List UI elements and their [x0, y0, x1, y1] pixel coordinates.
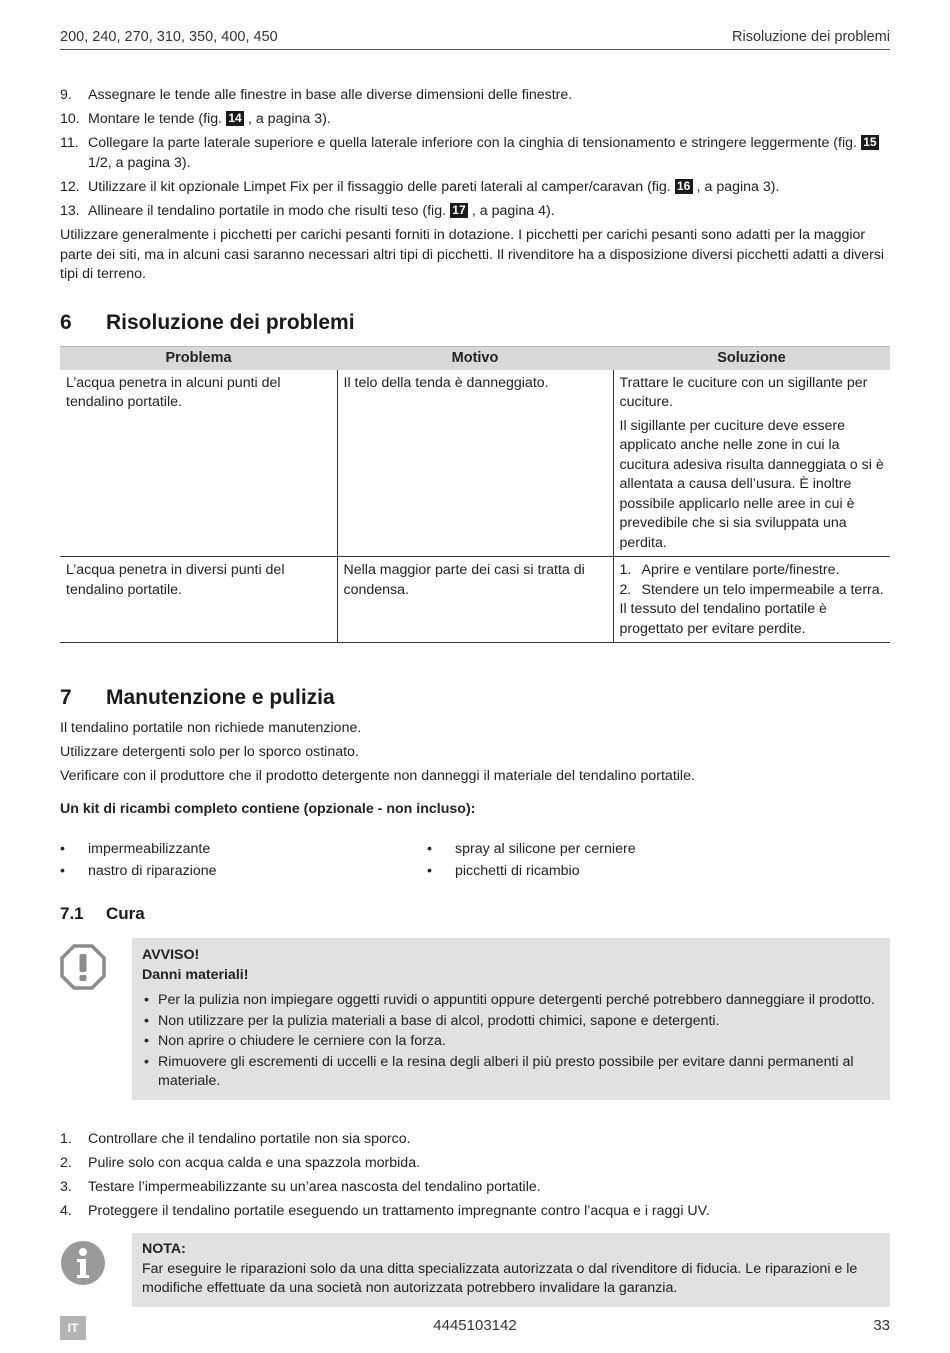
list-item: 9. Assegnare le tende alle finestre in base alle diverse dimensioni delle finestre.	[60, 87, 573, 103]
spare-kit-list	[60, 840, 890, 884]
note-title: NOTA:	[142, 1241, 186, 1257]
list-item: 11. Collegare la parte laterale superiore e quella laterale inferiore con la cinghia di tensionamento e stringere leggermente (fig. 15 1/2, a pagina 3).	[60, 134, 890, 173]
language-badge: IT	[60, 1316, 86, 1340]
list-item: • spray al silicone per cerniere	[427, 841, 636, 857]
problem-cell: L’acqua penetra in diversi punti del tendalino portatile.	[60, 557, 337, 643]
notice-subtitle: Danni materiali!	[142, 966, 249, 983]
warning-octagon-icon	[60, 944, 106, 990]
maintenance-para-3: Verificare con il produttore che il prodotto detergente non danneggi il materiale del tendalino portatile.	[60, 768, 695, 784]
reason-cell: Nella maggior parte dei casi si tratta di condensa.	[337, 557, 613, 643]
note-text: Far eseguire le riparazioni solo da una ditta specializzata autorizzata o dal rivenditore di fiducia. Le riparazioni e le modifiche effettuate da una società non autorizzata potrebbero invalidare la garanzia.	[142, 1260, 858, 1296]
document-code: 4445103142	[433, 1317, 517, 1334]
stakes-paragraph: Utilizzare generalmente i picchetti per carichi pesanti forniti in dotazione. I picchetti per carichi pesanti sono adatti per la maggior parte dei siti, ma in alcuni casi saranno necessari altri tipi di picchetti. Il rivenditore ha a disposizione diversi picchetti adatti a diversi tipi di terreno.	[60, 227, 885, 282]
troubleshooting-table	[60, 346, 890, 643]
list-item: • Non utilizzare per la pulizia materiali a base di alcol, prodotti chimici, sapone e detergenti.	[144, 1012, 720, 1029]
list-item: • Rimuovere gli escrementi di uccelli e la resina degli alberi il più presto possibile per evitare danni permanenti al materiale.	[144, 1053, 854, 1089]
list-item: 12. Utilizzare il kit opzionale Limpet Fix per il fissaggio delle pareti laterali al camper/caravan (fig. 16 , a pagina 3).	[60, 178, 780, 195]
figure-ref-badge: 15	[861, 135, 879, 150]
notice-title: AVVISO!	[142, 947, 200, 963]
table-header-row	[60, 347, 890, 370]
table-row	[60, 370, 890, 557]
list-item: 13. Allineare il tendalino portatile in modo che risulti teso (fig. 17 , a pagina 4).	[60, 202, 555, 219]
section-7-heading: 7 Manutenzione e pulizia	[60, 686, 335, 709]
figure-ref-badge: 16	[675, 179, 693, 194]
solution-cell: Trattare le cuciture con un sigillante per cuciture. Il sigillante per cuciture deve essere applicato anche nelle zone in cui la cucitura adesiva risulta danneggiata o si è allentata a causa dell’usura. È inoltre possibile applicarlo nelle aree in cui è prevedibile che si sia sviluppata una perdita.	[613, 370, 890, 557]
page-header	[60, 28, 890, 50]
figure-ref-badge: 14	[226, 111, 244, 126]
section-7-1-heading: 7.1 Cura	[60, 904, 145, 923]
section-6-heading: 6 Risoluzione dei problemi	[60, 311, 355, 334]
list-item: 3. Testare l’impermeabilizzante su un’area nascosta del tendalino portatile.	[60, 1179, 541, 1195]
table-row	[60, 557, 890, 643]
notice-list	[142, 991, 880, 1092]
header-section: Risoluzione dei problemi	[732, 29, 890, 45]
maintenance-para-1: Il tendalino portatile non richiede manutenzione.	[60, 720, 362, 736]
header-models: 200, 240, 270, 310, 350, 400, 450	[60, 29, 278, 45]
list-item: 1. Controllare che il tendalino portatile non sia sporco.	[60, 1131, 411, 1147]
notice-box	[132, 938, 890, 1100]
assembly-steps	[60, 86, 890, 226]
list-item: • Non aprire o chiudere le cerniere con la forza.	[144, 1033, 446, 1049]
list-item: • picchetti di ricambio	[427, 863, 580, 879]
info-circle-icon	[60, 1240, 106, 1286]
column-header-reason: Motivo	[337, 347, 613, 370]
spare-kit-label: Un kit di ricambi completo contiene (opzionale - non incluso):	[60, 801, 476, 817]
maintenance-para-2: Utilizzare detergenti solo per lo sporco ostinato.	[60, 744, 359, 760]
figure-ref-badge: 17	[450, 203, 468, 218]
problem-cell: L’acqua penetra in alcuni punti del tendalino portatile.	[60, 370, 337, 557]
column-header-problem: Problema	[60, 347, 337, 370]
list-item: 2. Pulire solo con acqua calda e una spazzola morbida.	[60, 1155, 421, 1171]
reason-cell: Il telo della tenda è danneggiato.	[337, 370, 613, 557]
note-box	[132, 1233, 890, 1307]
list-item: • impermeabilizzante	[60, 841, 211, 857]
page-number: 33	[873, 1317, 890, 1334]
list-item: 4. Proteggere il tendalino portatile eseguendo un trattamento impregnante contro l’acqua e i raggi UV.	[60, 1203, 710, 1219]
list-item: • Per la pulizia non impiegare oggetti ruvidi o appuntiti oppure detergenti perché potrebbero danneggiare il prodotto.	[144, 992, 875, 1008]
column-header-solution: Soluzione	[613, 347, 890, 370]
list-item: • nastro di riparazione	[60, 863, 217, 879]
solution-cell: 1. Aprire e ventilare porte/finestre. 2. Stendere un telo impermeabile a terra. Il tessuto del tendalino portatile è progettato per evitare perdite.	[613, 557, 890, 643]
care-steps	[60, 1130, 890, 1226]
list-item: 10. Montare le tende (fig. 14 , a pagina 3).	[60, 111, 331, 127]
